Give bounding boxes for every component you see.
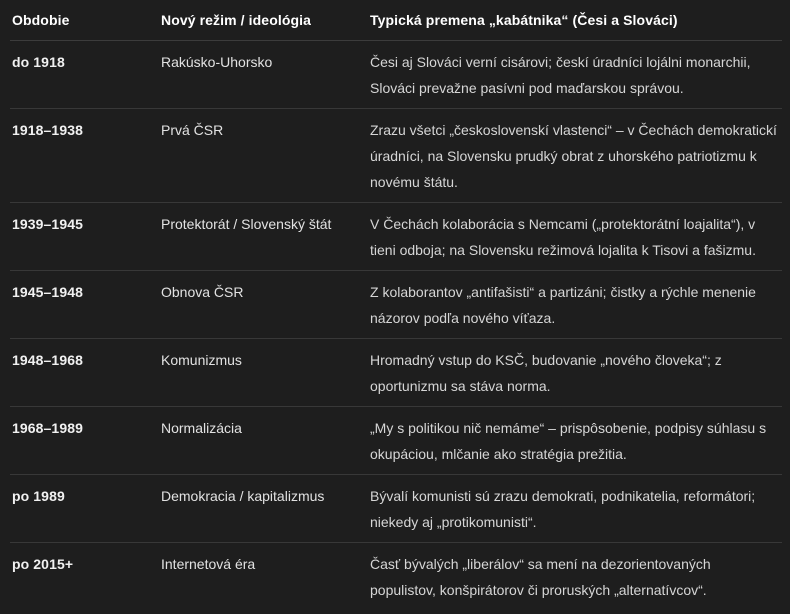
table-row [10, 339, 782, 407]
table-row [10, 203, 782, 271]
description-cell: Zrazu všetci „československí vlastenci“ – v Čechách demokratickí úradníci, na Slovensku prudký obrat z uhorského patriotizmu k novému štátu. [370, 109, 782, 203]
regime-cell: Demokracia / kapitalizmus [161, 475, 370, 543]
column-header-period: Obdobie [10, 0, 161, 41]
table-row [10, 407, 782, 475]
regime-cell: Internetová éra [161, 556, 256, 572]
table-body [10, 41, 782, 611]
description-cell: „My s politikou nič nemáme“ – prispôsobenie, podpisy súhlasu s okupáciou, mlčanie ako stratégia prežitia. [370, 407, 782, 475]
history-table [10, 0, 782, 610]
regime-cell: Normalizácia [161, 407, 370, 475]
period-cell: do 1918 [10, 41, 161, 109]
column-header-regime: Nový režim / ideológia [161, 0, 370, 41]
table-row [10, 475, 782, 543]
regime-cell: Obnova ČSR [161, 271, 370, 339]
period-cell: 1948–1968 [10, 339, 161, 407]
description-cell: Česi aj Slováci verní cisárovi; českí úradníci lojálni monarchii, Slováci prevažne pasívni pod maďarskou správou. [370, 41, 782, 109]
period-cell: 1918–1938 [10, 109, 161, 203]
description-cell: V Čechách kolaborácia s Nemcami („protektorátní loajalita“), v tieni odboja; na Slovensku režimová lojalita k Tisovi a fašizmu. [370, 203, 782, 271]
regime-cell: Komunizmus [161, 339, 370, 407]
regime-cell: Rakúsko-Uhorsko [161, 41, 370, 109]
description-cell: Z kolaborantov „antifašisti“ a partizáni; čistky a rýchle menenie názorov podľa nového víťaza. [370, 271, 782, 339]
header-row [10, 0, 782, 41]
period-cell: 1968–1989 [10, 407, 161, 475]
period-cell: po 2015+ [12, 556, 74, 572]
table-row [10, 109, 782, 203]
table-row [10, 543, 782, 611]
description-cell: Hromadný vstup do KSČ, budovanie „nového človeka“; z oportunizmu sa stáva norma. [370, 339, 782, 407]
description-cell: Bývalí komunisti sú zrazu demokrati, podnikatelia, reformátori; niekedy aj „protikomunisti“. [370, 475, 782, 543]
description-cell: Časť bývalých „liberálov“ sa mení na dezorientovaných populistov, konšpirátorov či proruských „alternatívcov“. [370, 556, 711, 598]
table-row [10, 41, 782, 109]
table-row [10, 271, 782, 339]
period-cell: po 1989 [10, 475, 161, 543]
regime-cell: Prvá ČSR [161, 109, 370, 203]
period-cell: 1939–1945 [10, 203, 161, 271]
column-header-transformation: Typická premena „kabátnika“ (Česi a Slováci) [370, 0, 782, 41]
regime-cell: Protektorát / Slovenský štát [161, 203, 370, 271]
period-cell: 1945–1948 [10, 271, 161, 339]
table-header [10, 0, 782, 41]
